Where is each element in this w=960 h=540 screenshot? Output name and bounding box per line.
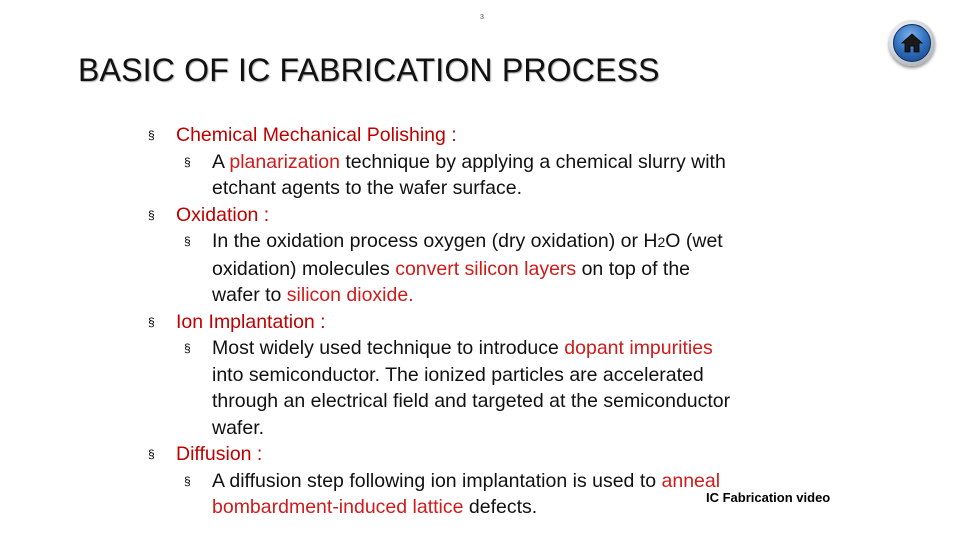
bullet-heading-text: Ion Implantation : [176, 310, 326, 333]
bullet-heading-text: Chemical Mechanical Polishing : [176, 124, 457, 146]
body-text: A diffusion step following ion implantation is used to [212, 469, 662, 492]
bullet-marker: § [148, 447, 155, 461]
body-text: through an electrical field and targeted at the semiconductor [212, 390, 731, 412]
bullet-marker: § [148, 128, 155, 142]
body-text: on top of the [576, 257, 691, 280]
home-icon [893, 24, 931, 62]
page-title: BASIC OF IC FABRICATION PROCESS [78, 52, 660, 88]
bullet-body-line [146, 415, 866, 442]
bullet-list [146, 122, 866, 521]
sub-bullet-marker: § [184, 234, 191, 248]
body-text: wafer to [212, 284, 287, 306]
bullet-heading [146, 202, 866, 229]
highlighted-term: dopant impurities [564, 337, 713, 359]
bullet-marker: § [148, 314, 155, 329]
video-link[interactable]: IC Fabrication video [706, 490, 831, 505]
body-text: technique by applying a chemical slurry with [339, 150, 726, 173]
highlighted-term: silicon dioxide. [286, 284, 414, 306]
bullet-body-line [146, 282, 866, 309]
bullet-heading [146, 441, 866, 468]
body-text: O (wet [665, 230, 723, 252]
sub-bullet-marker: § [184, 154, 191, 169]
bullet-body-line [146, 388, 866, 415]
body-text: A [212, 150, 230, 173]
highlighted-term: planarization [229, 150, 340, 173]
body-text: Most widely used technique to introduce [212, 337, 565, 359]
bullet-heading-text: Diffusion : [176, 443, 263, 465]
body-text: In the oxidation process oxygen (dry oxidation) or H [212, 230, 658, 252]
sub-bullet-marker: § [184, 341, 191, 355]
bullet-heading [146, 122, 866, 149]
bullet-body-line [146, 362, 866, 389]
home-button[interactable] [889, 20, 935, 66]
bullet-body-line [146, 256, 866, 283]
slide-number: 3 [480, 14, 484, 21]
highlighted-term: convert silicon layers [395, 257, 577, 280]
body-text: defects. [463, 496, 538, 518]
bullet-body-line [146, 149, 866, 176]
body-text: etchant agents to the wafer surface. [212, 177, 523, 199]
bullet-body-line [146, 175, 866, 202]
bullet-body-line [146, 335, 866, 362]
sub-bullet-marker: § [184, 473, 191, 488]
bullet-body-line [146, 228, 866, 256]
highlighted-term: bombardment-induced lattice [212, 496, 464, 518]
body-text: into semiconductor. The ionized particles are accelerated [212, 363, 704, 386]
bullet-heading-text: Oxidation : [176, 203, 270, 226]
body-text: wafer. [212, 416, 265, 439]
bullet-heading [146, 309, 866, 336]
highlighted-term: anneal [661, 469, 721, 492]
subscript: 2 [657, 234, 666, 250]
bullet-marker: § [148, 207, 155, 222]
body-text: oxidation) molecules [212, 257, 396, 280]
